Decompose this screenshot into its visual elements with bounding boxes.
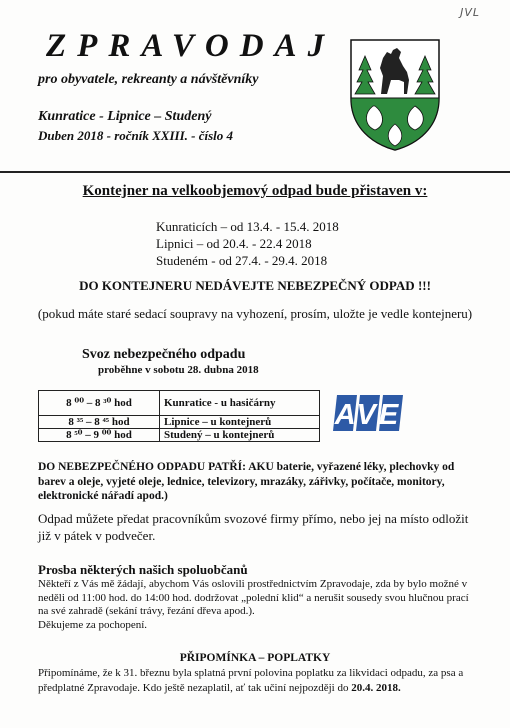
reminder-text: Připomínáme, že k 31. březnu byla splatná první polovina poplatku za likvidaci odpadu, za psa a předplatné Zpravodaje. Kdo ještě nezaplatil, ať tak učiní nejpozději do bbox=[38, 667, 464, 694]
schedule-time: 8 ³⁵ – 8 ⁴⁵ hod bbox=[39, 416, 160, 429]
sofa-note: (pokud máte staré sedací soupravy na vyhození, prosím, uložte je vedle kontejneru) bbox=[37, 306, 473, 321]
collection-schedule-table bbox=[38, 390, 320, 442]
coat-of-arms-icon bbox=[347, 36, 443, 152]
schedule-place: Lipnice – u kontejnerů bbox=[160, 416, 320, 429]
list-item: Studeném - od 27.4. - 29.4. 2018 bbox=[156, 253, 328, 268]
request-heading: Prosba některých našich spoluobčanů bbox=[38, 562, 248, 577]
reminder-deadline: 20.4. 2018. bbox=[351, 682, 401, 694]
ave-logo-text: AVE bbox=[334, 399, 402, 431]
hazard-warning: DO KONTEJNERU NEDÁVEJTE NEBEZPEČNÝ ODPAD !!! bbox=[79, 278, 431, 293]
request-body bbox=[38, 578, 476, 632]
table-row bbox=[39, 429, 320, 442]
hazardous-items-list: DO NEBEZPEČNÉHO ODPADU PATŘÍ: AKU baterie, vyřazené léky, plechovky od barev a oleje, vyjeté oleje, lednice, televizory, mrazáky, zářivky, počítače, monitory, elektronické nářadí apod.) bbox=[38, 461, 455, 502]
issue-line: Duben 2018 - ročník XXIII. - číslo 4 bbox=[38, 128, 234, 143]
header-divider bbox=[0, 171, 510, 173]
container-dates bbox=[156, 218, 339, 269]
request-text: Někteří z Vás mě žádají, abychom Vás oslovili prostřednictvím Zpravodaje, zda by bylo možné v neděli od 11:00 hod. do 14:00 hod. dodržovat „polední klid“ a nerušit sousedy svou hlučnou prací na své zahradě (sekání trávy, řezání dřeva apod.). bbox=[38, 578, 469, 617]
handover-note: Odpad můžete předat pracovníkům svozové firmy přímo, nebo jej na místo odložit již v pátek v podvečer. bbox=[38, 511, 469, 543]
collection-date: proběhne v sobotu 28. dubna 2018 bbox=[98, 364, 259, 376]
ave-logo bbox=[333, 395, 407, 431]
list-item: Lipnici – od 20.4. - 22.4 2018 bbox=[156, 236, 312, 251]
schedule-place: Kunratice - u hasičárny bbox=[160, 391, 320, 416]
request-thanks: Děkujeme za pochopení. bbox=[38, 618, 148, 631]
village-names: Kunratice - Lipnice – Studený bbox=[38, 109, 212, 124]
newsletter-subtitle: pro obyvatele, rekreanty a návštěvníky bbox=[38, 72, 259, 87]
reminder-body bbox=[38, 666, 478, 696]
table-row bbox=[39, 416, 320, 429]
container-heading: Kontejner na velkoobjemový odpad bude přistaven v: bbox=[82, 183, 428, 199]
reminder-heading: PŘIPOMÍNKA – POPLATKY bbox=[179, 652, 331, 664]
schedule-time: 8 ⁰⁰ – 8 ³⁰ hod bbox=[39, 391, 160, 416]
schedule-time: 8 ⁵⁰ – 9 ⁰⁰ hod bbox=[39, 429, 160, 442]
handwritten-mark: JVL bbox=[460, 6, 480, 19]
hazardous-waste-heading: Svoz nebezpečného odpadu bbox=[82, 347, 246, 362]
table-row bbox=[39, 391, 320, 416]
list-item: Kunraticích – od 13.4. - 15.4. 2018 bbox=[156, 219, 339, 234]
schedule-place: Studený – u kontejnerů bbox=[160, 429, 320, 442]
newsletter-title: ZPRAVODAJ bbox=[46, 28, 336, 64]
